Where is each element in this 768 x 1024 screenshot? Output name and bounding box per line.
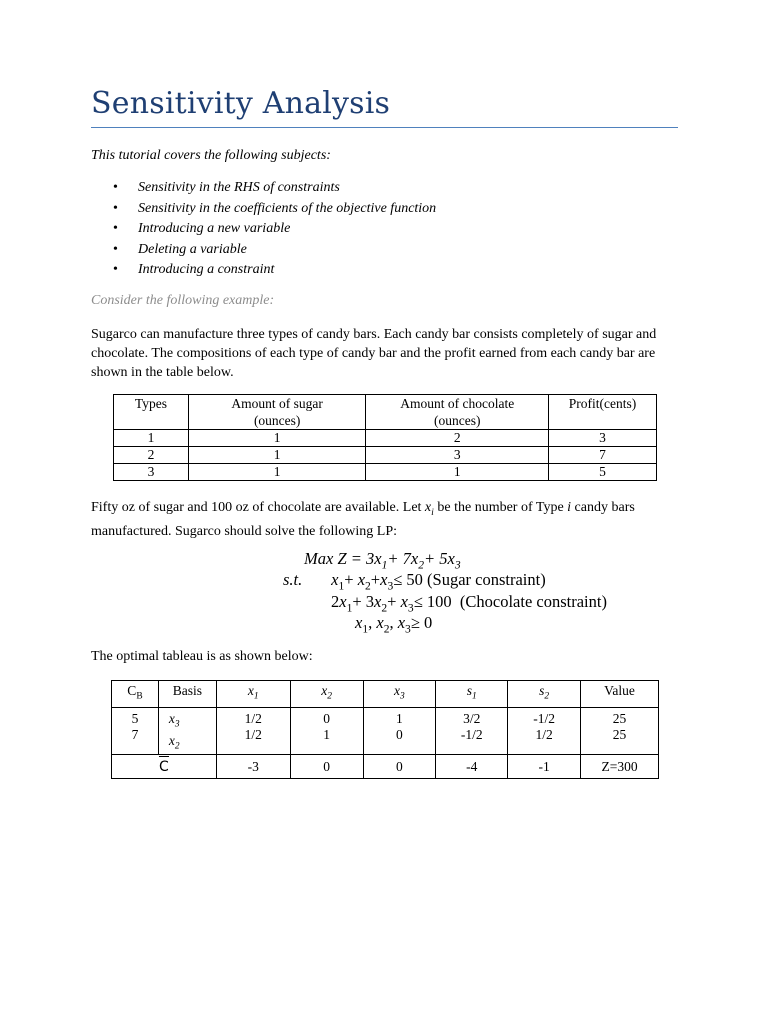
list-item: • Sensitivity in the RHS of constraints — [113, 180, 436, 201]
table-row — [114, 447, 657, 464]
table-cell: 0 — [290, 755, 363, 779]
table-cell: -1/2 1/2 — [508, 708, 581, 755]
lp-intro-paragraph: Fifty oz of sugar and 100 oz of chocolate are available. Let $x_i$ be the number of Type i candy bars manufactured. Sugarco should solve the following LP: — [91, 500, 635, 539]
table-header-row — [114, 395, 657, 430]
table-header-cell: $x_2$ — [290, 681, 363, 708]
table-header-cell: $s_2$ — [508, 681, 581, 708]
list-item: • Introducing a new variable — [113, 221, 436, 242]
objective-function: Max $Z = 3x_1+ 7x_2+ 5x_3$ — [304, 549, 461, 572]
table-header-cell: Amount of chocolate (ounces) — [366, 395, 549, 430]
title-underline — [91, 127, 678, 128]
table-header-cell: Types — [114, 395, 189, 430]
table-cell: 1 — [114, 430, 189, 447]
table-row — [112, 755, 659, 779]
list-item: • Introducing a constraint — [113, 262, 436, 283]
table-cell — [112, 755, 217, 779]
table-cell: 0 1 — [290, 708, 363, 755]
table-row — [114, 430, 657, 447]
table-cell: 5 — [549, 464, 657, 481]
table-cell: 1 0 — [363, 708, 436, 755]
page-title: Sensitivity Analysis — [91, 86, 391, 121]
table-header-cell: $s_1$ — [436, 681, 508, 708]
list-item: • Deleting a variable — [113, 242, 436, 263]
table-cell: 2 — [114, 447, 189, 464]
table-cell: 1 — [366, 464, 549, 481]
c-bar-label: C — [159, 758, 169, 775]
intro-text: This tutorial covers the following subjects: — [91, 148, 331, 163]
table-header-row — [112, 681, 659, 708]
table-cell: -3 — [216, 755, 290, 779]
table-header-cell: Value — [581, 681, 659, 708]
table-cell: 7 — [549, 447, 657, 464]
nonnegativity-constraint: $x_1$, $x_2$, $x_3\ge 0$ — [355, 613, 433, 636]
table-header-cell: Basis — [158, 681, 216, 708]
consider-heading: Consider the following example: — [91, 293, 275, 308]
sugar-constraint: s.t. $x_1+ x_2+x_3\le 50$ (Sugar constraint) — [283, 570, 546, 593]
composition-table — [113, 394, 657, 481]
tableau-note: The optimal tableau is as shown below: — [91, 649, 313, 664]
table-cell: 1 — [188, 464, 366, 481]
table-cell: 3 — [549, 430, 657, 447]
table-cell: $x_3$ $x_2$ — [158, 708, 216, 755]
table-cell: 25 25 — [581, 708, 659, 755]
table-cell: 3/2 -1/2 — [436, 708, 508, 755]
table-row — [114, 464, 657, 481]
table-cell: 2 — [366, 430, 549, 447]
table-cell: 3 — [366, 447, 549, 464]
list-item: • Sensitivity in the coefficients of the objective function — [113, 201, 436, 222]
table-header-cell: $C_B$ — [112, 681, 159, 708]
table-row — [112, 708, 659, 755]
table-cell: -4 — [436, 755, 508, 779]
table-header-cell: Amount of sugar (ounces) — [188, 395, 366, 430]
table-cell: 0 — [363, 755, 436, 779]
problem-paragraph: Sugarco can manufacture three types of candy bars. Each candy bar consists completely of sugar and chocolate. The compositions of each type of candy bar and the profit earned from each candy bar are shown in the table below. — [91, 327, 657, 380]
table-cell: 1 — [188, 430, 366, 447]
table-cell: 3 — [114, 464, 189, 481]
chocolate-constraint: $2x_1+ 3x_2+ x_3\le 100$ (Chocolate constraint) — [331, 592, 607, 615]
table-header-cell: $x_1$ — [216, 681, 290, 708]
table-header-cell: Profit(cents) — [549, 395, 657, 430]
table-cell: 5 7 — [112, 708, 159, 755]
table-cell: -1 — [508, 755, 581, 779]
table-cell: 1/2 1/2 — [216, 708, 290, 755]
subjects-list — [113, 180, 436, 283]
table-cell: 1 — [188, 447, 366, 464]
optimal-tableau — [111, 680, 659, 779]
table-header-cell: $x_3$ — [363, 681, 436, 708]
table-cell: Z=300 — [581, 755, 659, 779]
